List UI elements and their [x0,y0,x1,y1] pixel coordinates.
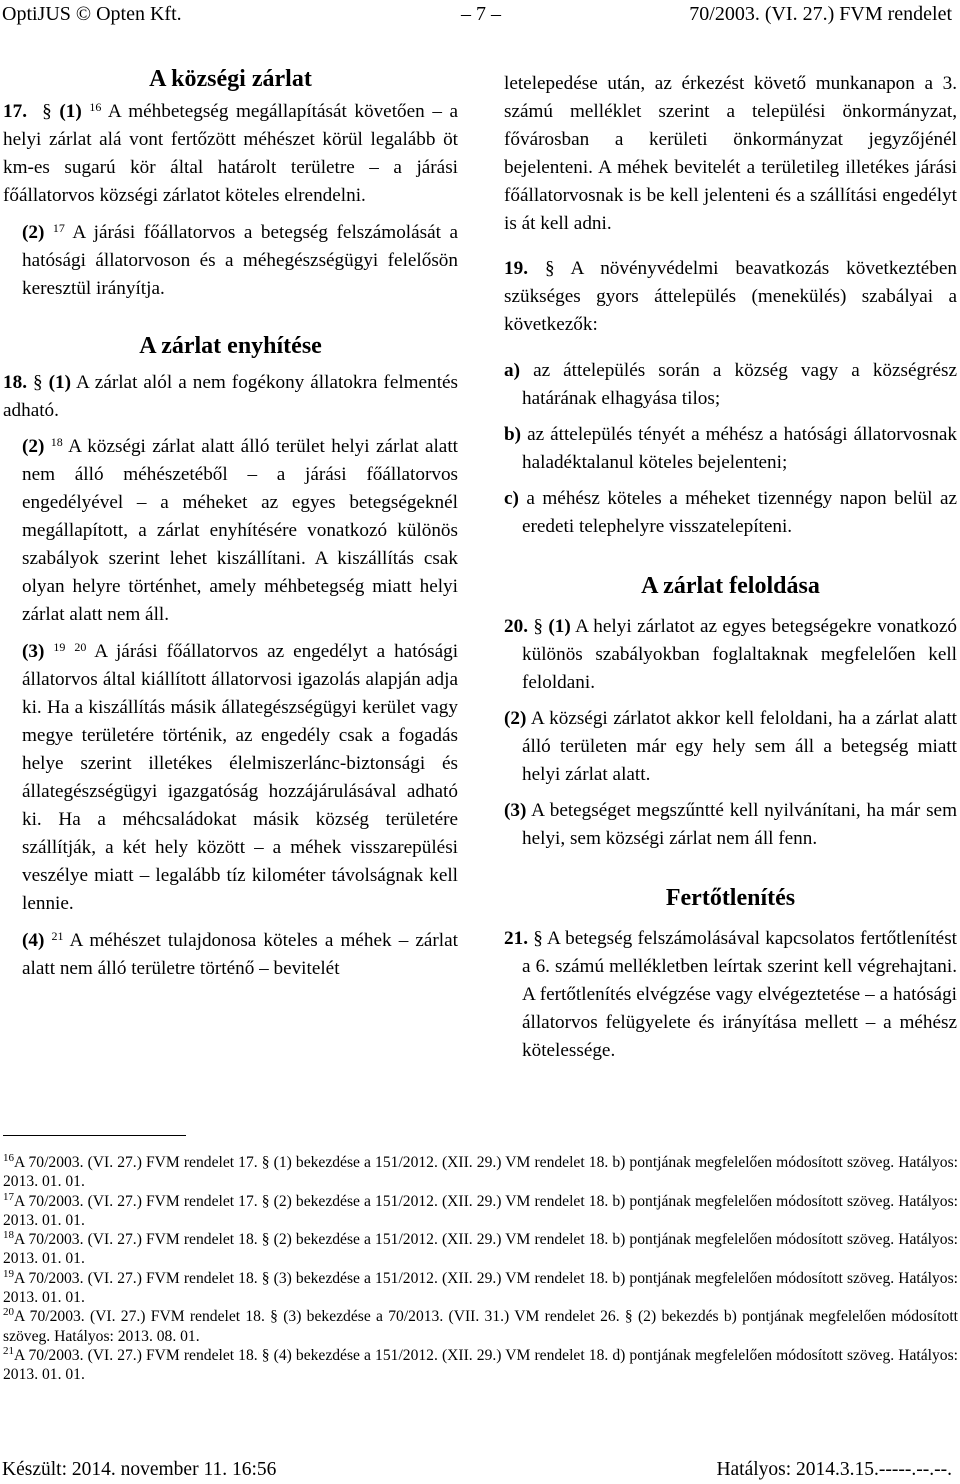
left-column [3,64,458,983]
footer-created: Készült: 2014. november 11. 16:56 [2,1459,277,1480]
footnote-ref-18[interactable]: 18 [50,435,63,449]
section-20-para-3: (3) A betegséget megszűntté kell nyilvánítani, ha már sem helyi, sem községi zárlat nem áll fenn. [504,800,957,849]
heading-fertotlenites: Fertőtlenítés [665,885,796,911]
section-17-para-1: 17. § (1) $^{16}$ A méhbetegség megállapítását követően – a helyi zárlat alá vont fertőzött méhészet körül legalább öt km-es sugarú kör által határolt területre – a járási főállatorvos községi zárlatot köteles elrendelni. [3,100,459,206]
right-column [504,70,957,1065]
section-20-para-1: 20. § (1) A helyi zárlatot az egyes betegségekre vonatkozó különös szabályokban foglaltaknak megfelelően kell feloldani. [504,616,957,693]
section-18-para-2: (2) $^{18}$ A községi zárlat alatt álló terület helyi zárlat alatt nem álló méhészetéből – a járási főállatorvos engedélyével – a méheket az egyes betegségeknél megállapított, a zárlat enyhítésére vonatkozó különös szabályok szerint lehet kiszállítani. A kiszállítás csak olyan helyre történhet, amely méhbetegség miatt helyi zárlat alatt nem áll. [22,435,458,625]
section-17-para-2: (2) $^{17}$ A járási főállatorvos a betegség felszámolását a hatósági állatorvoson és a méhegészségügyi felelősön keresztül irányítja. [22,221,458,299]
footnote-ref-17[interactable]: 17 [52,221,65,235]
section-19: 19. § A növényvédelmi beavatkozás következtében szükséges gyors áttelepülés (menekülés) szabályai a következők: [504,258,957,335]
section-20-para-2: (2) A községi zárlatot akkor kell feloldani, ha a zárlat alatt álló területen már egy hely sem áll a betegség miatt helyi zárlat alatt. [504,708,957,785]
page-header [2,2,952,26]
footnote: $^{19}$A 70/2003. (VI. 27.) FVM rendelet 18. § (3) bekezdése a 151/2012. (XII. 29.) VM rendelet 18. b) pontjának megfelelően módosított szöveg. Hatályos: 2013. 01. 01. [3,1267,958,1307]
section-18-para-4: (4) $^{21}$ A méhészet tulajdonosa köteles a méhek – zárlat alatt nem álló területre történő – bevitelét [22,929,458,979]
footnote-divider [3,1135,186,1136]
section-number: 20. [504,616,528,637]
section-number: 19. [504,258,528,279]
list-item-c: c) a méhész köteles a méheket tizennégy napon belül az eredeti telephelyre visszatelepíteni. [504,488,957,537]
list-item-a: a) az áttelepülés során a község vagy a községrész határának elhagyása tilos; [504,360,957,409]
footnote: $^{21}$A 70/2003. (VI. 27.) FVM rendelet 18. § (4) bekezdése a 151/2012. (XII. 29.) VM rendelet 18. d) pontjának megfelelően módosított szöveg. Hatályos: 2013. 01. 01. [3,1344,958,1384]
section-number: 17. [3,101,27,122]
section-18-para-3: (3) $^{19}$ $^{20}$ A járási főállatorvos az engedélyt a hatósági állatorvos által kiállított állatorvosi igazolás alapján adja ki. Ha a kiszállítás másik állategészségügyi kerület vagy megye területére történik, az engedély csak a fogadás helye szerint illetékes élelmiszerlánc-biztonsági és állategészségügyi igazgatóság hozzájárulásával adható ki. Ha a méhcsaládokat másik község területére szállítják, a két hely között – a méhek visszarepülési veszélye miatt – legalább tíz kilométer távolságnak kell lennie. [22,640,459,914]
footnote: $^{17}$A 70/2003. (VI. 27.) FVM rendelet 17. § (2) bekezdése a 151/2012. (XII. 29.) VM rendelet 18. b) pontjának megfelelően módosított szöveg. Hatályos: 2013. 01. 01. [3,1190,958,1229]
heading-kozsegi-zarlat: A községi zárlat [149,66,312,92]
footnote-ref-16[interactable]: 16 [89,100,102,114]
footnote: $^{18}$A 70/2003. (VI. 27.) FVM rendelet 18. § (2) bekezdése a 151/2012. (XII. 29.) VM rendelet 18. b) pontjának megfelelően módosított szöveg. Hatályos: 2013. 01. 01. [3,1229,958,1268]
section-number: 18. [3,372,27,393]
footer-effective: Hatályos: 2014.3.15.-----.--.--. [716,1459,952,1480]
footnote: $^{16}$A 70/2003. (VI. 27.) FVM rendelet 17. § (1) bekezdése a 151/2012. (XII. 29.) VM rendelet 18. b) pontjának megfelelően módosított szöveg. Hatályos: 2013. 01. 01. [3,1152,958,1191]
section-18-para-4-continued: letelepedése után, az érkezést követő munkanapon a 3. számú melléklet szerint a települési önkormányzat, fővárosban a kerületi önkormányzat jegyzőjénél bejelenteni. A méhek bevitelét a területileg illetékes járási főállatorvosnak is be kell jelenteni és a szállítási engedélyt is át kell adni. [504,73,957,234]
header-publisher: OptiJUS © Opten Kft. [2,3,182,25]
footnotes [3,1153,958,1385]
page-footer [2,1458,952,1482]
heading-zarlat-enyhitese: A zárlat enyhítése [139,333,322,359]
section-number: 21. [504,928,528,949]
header-document-title: 70/2003. (VI. 27.) FVM rendelet [689,3,952,25]
section-21: 21. § A betegség felszámolásával kapcsolatos fertőtlenítést a 6. számú mellékletben leírtak szerint kell végrehajtani. A fertőtlenítés elvégzése vagy elvégeztetése – a hatósági állatorvos felügyelete és irányítása mellett – a méhész kötelessége. [504,928,957,1061]
heading-zarlat-feloldasa: A zárlat feloldása [641,573,820,599]
header-page-number: – 7 – [461,3,501,25]
list-item-b: b) az áttelepülés tényét a méhész a hatósági állatorvosnak haladéktalanul köteles bejelenteni; [504,424,957,473]
footnote-ref-21[interactable]: 21 [51,929,64,943]
section-18-para-1: 18. § (1) A zárlat alól a nem fogékony állatokra felmentés adható. [3,372,459,421]
footnote-ref-19[interactable]: 19 [53,640,66,654]
footnote-ref-20[interactable]: 20 [74,640,87,654]
footnote: $^{20}$A 70/2003. (VI. 27.) FVM rendelet 18. § (3) bekezdése a 70/2013. (VII. 31.) VM rendelet 26. § (2) bekezdés b) pontjának megfelelően módosított szöveg. Hatályos: 2013. 08. 01. [3,1306,958,1345]
